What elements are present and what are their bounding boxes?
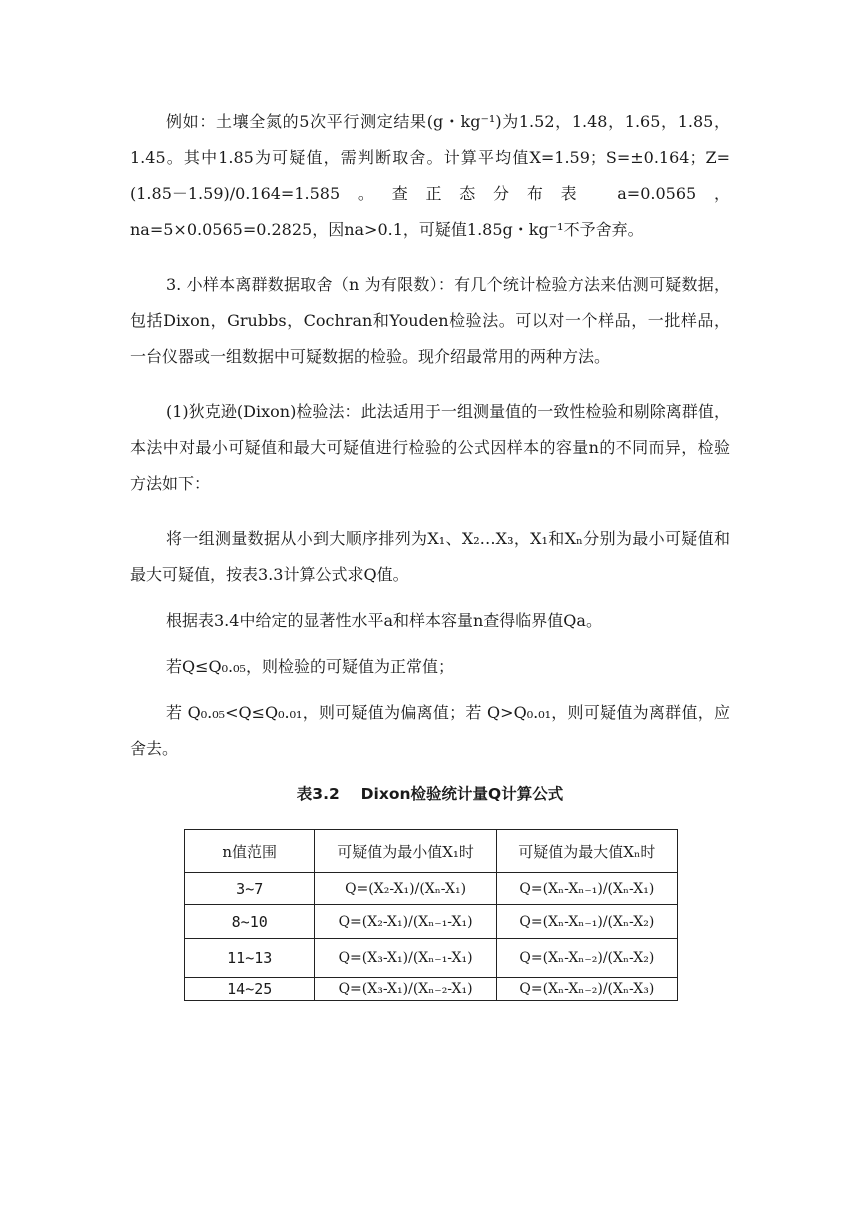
table-header-row — [185, 830, 678, 873]
cell-n-range: 3~7 — [185, 873, 315, 905]
cell-formula-min: Q=(X₂-X₁)/(Xₙ-X₁) — [315, 873, 496, 905]
table-caption: 表3.2 Dixon检验统计量Q计算公式 — [296, 785, 564, 803]
header-max-suspect: 可疑值为最大值Xₙ时 — [496, 830, 677, 873]
header-n-range: n值范围 — [185, 830, 315, 873]
paragraph-lookup: 根据表3.4中给定的显著性水平a和样本容量n查得临界值Qa。 — [166, 611, 602, 630]
header-min-suspect: 可疑值为最小值X₁时 — [315, 830, 496, 873]
table-row — [185, 905, 678, 939]
table-row — [185, 873, 678, 905]
document-page — [130, 104, 730, 809]
paragraph-rule-outlier: 若 Q₀.₀₅<Q≤Q₀.₀₁，则可疑值为偏离值；若 Q>Q₀.₀₁，则可疑值为离群值，应舍去。 — [130, 703, 730, 758]
cell-n-range: 14~25 — [185, 978, 315, 1001]
cell-n-range: 11~13 — [185, 939, 315, 978]
paragraph-dixon-intro: (1)狄克逊(Dixon)检验法：此法适用于一组测量值的一致性检验和剔除离群值，本法中对最小可疑值和最大可疑值进行检验的公式因样本的容量n的不同而异，检验方法如下： — [130, 402, 730, 493]
cell-formula-min: Q=(X₂-X₁)/(Xₙ₋₁-X₁) — [315, 905, 496, 939]
cell-formula-max: Q=(Xₙ-Xₙ₋₂)/(Xₙ-X₃) — [496, 978, 677, 1001]
cell-formula-max: Q=(Xₙ-Xₙ₋₁)/(Xₙ-X₂) — [496, 905, 677, 939]
table-row — [185, 978, 678, 1001]
table-row — [185, 939, 678, 978]
cell-formula-min: Q=(X₃-X₁)/(Xₙ₋₁-X₁) — [315, 939, 496, 978]
dixon-formula-table — [184, 829, 678, 1001]
cell-formula-max: Q=(Xₙ-Xₙ₋₂)/(Xₙ-X₂) — [496, 939, 677, 978]
paragraph-sort: 将一组测量数据从小到大顺序排列为X₁、X₂…X₃，X₁和Xₙ分别为最小可疑值和最大可疑值，按表3.3计算公式求Q值。 — [130, 529, 730, 584]
cell-formula-max: Q=(Xₙ-Xₙ₋₁)/(Xₙ-X₁) — [496, 873, 677, 905]
paragraph-rule-normal: 若Q≤Q₀.₀₅，则检验的可疑值为正常值； — [166, 657, 454, 676]
paragraph-example: 例如：土壤全氮的5次平行测定结果(g・kg⁻¹)为1.52，1.48，1.65，1.85，1.45。其中1.85为可疑值，需判断取舍。计算平均值X=1.59；S=±0.164；Z=(1.85－1.59)/0.164=1.585。查正态分布表 a=0.0565，na=5×0.0565=0.2825，因na>0.1，可疑值1.85g・kg⁻¹不予舍弃。 — [130, 112, 730, 239]
cell-formula-min: Q=(X₃-X₁)/(Xₙ₋₂-X₁) — [315, 978, 496, 1001]
paragraph-small-sample: 3. 小样本离群数据取舍（n 为有限数）：有几个统计检验方法来估测可疑数据，包括Dixon，Grubbs，Cochran和Youden检验法。可以对一个样品，一批样品，一台仪器或一组数据中可疑数据的检验。现介绍最常用的两种方法。 — [130, 275, 730, 366]
cell-n-range: 8~10 — [185, 905, 315, 939]
